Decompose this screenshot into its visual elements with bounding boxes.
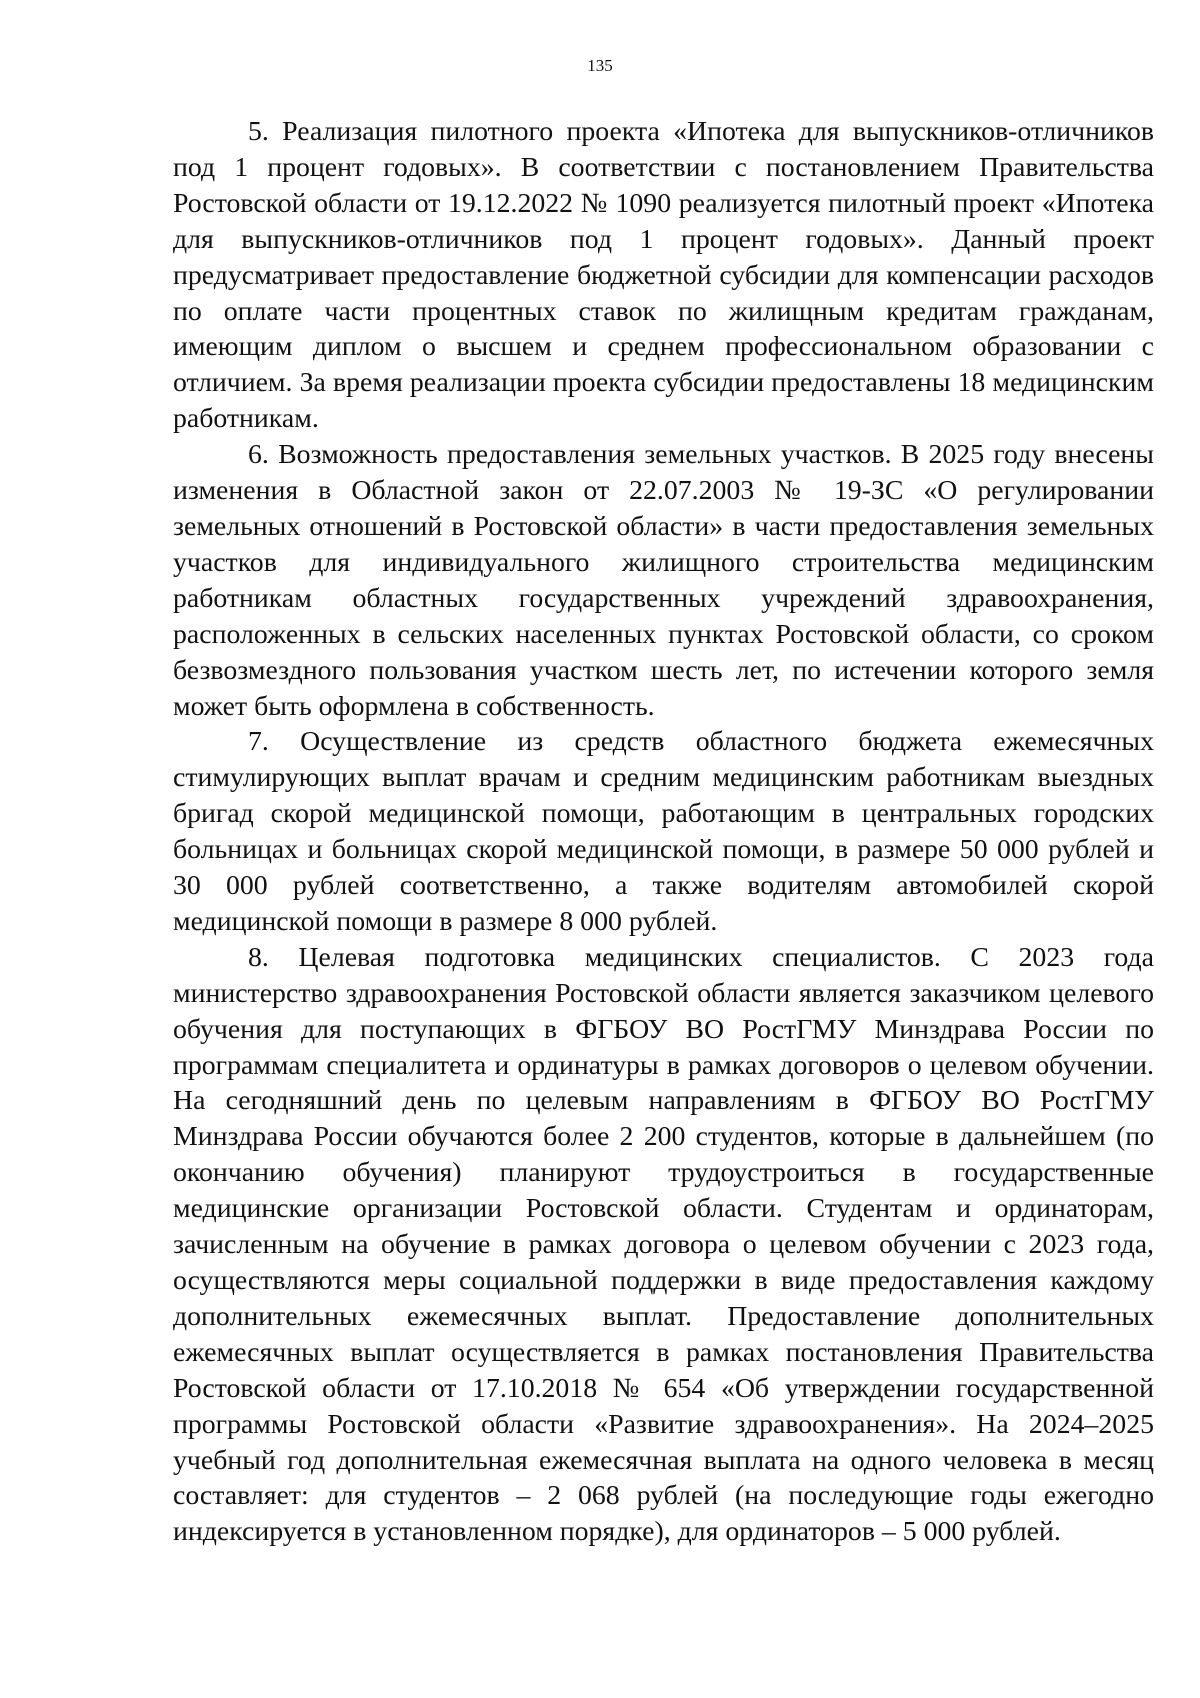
- paragraph-mortgage-pilot: 5. Реализация пилотного проекта «Ипотека для выпускников-отличников под 1 процент годовых». В соответствии с постановлением Правительства Ростовской области от 19.12.2022 № 1090 реализуется пилотный проект «Ипотека для выпускников-отличников под 1 процент годовых». Данный проект предусматривает предоставление бюджетной субсидии для компенсации расходов по оплате части процентных ставок по жилищным кредитам гражданам, имеющим диплом о высшем и среднем профессиональном образовании с отличием. За время реализации проекта субсидии предоставлены 18 медицинским работникам.: [173, 116, 1154, 435]
- paragraph-land-plots: 6. Возможность предоставления земельных участков. В 2025 году внесены изменения в Областной закон от 22.07.2003 № 19-ЗС «О регулировании земельных отношений в Ростовской области» в части предоставления земельных участков для индивидуального жилищного строительства медицинским работникам областных государственных учреждений здравоохранения, расположенных в сельских населенных пунктах Ростовской области, со сроком безвозмездного пользования участком шесть лет, по истечении которого земля может быть оформлена в собственность.: [173, 439, 1154, 722]
- paragraph-ambulance-payments: 7. Осуществление из средств областного бюджета ежемесячных стимулирующих выплат врачам и средним медицинским работникам выездных бригад скорой медицинской помощи, работающим в центральных городских больницах и больницах скорой медицинской помощи, в размере 50 000 рублей и 30 000 рублей соответственно, а также водителям автомобилей скорой медицинской помощи в размере 8 000 рублей.: [173, 726, 1154, 937]
- document-body: [173, 114, 1154, 1550]
- paragraph-targeted-training: 8. Целевая подготовка медицинских специалистов. С 2023 года министерство здравоохранения Ростовской области является заказчиком целевого обучения для поступающих в ФГБОУ ВО РостГМУ Минздрава России по программам специалитета и ординатуры в рамках договоров о целевом обучении. На сегодняшний день по целевым направлениям в ФГБОУ ВО РостГМУ Минздрава России обучаются более 2 200 студентов, которые в дальнейшем (по окончанию обучения) планируют трудоустроиться в государственные медицинские организации Ростовской области. Студентам и ординаторам, зачисленным на обучение в рамках договора о целевом обучении с 2023 года, осуществляются меры социальной поддержки в виде предоставления каждому дополнительных ежемесячных выплат. Предоставление дополнительных ежемесячных выплат осуществляется в рамках постановления Правительства Ростовской области от 17.10.2018 № 654 «Об утверждении государственной программы Ростовской области «Развитие здравоохранения». На 2024–2025 учебный год дополнительная ежемесячная выплата на одного человека в месяц составляет: для студентов – 2 068 рублей (на последующие годы ежегодно индексируется в установленном порядке), для ординаторов – 5 000 рублей.: [173, 941, 1154, 1548]
- page-number: 135: [587, 56, 613, 75]
